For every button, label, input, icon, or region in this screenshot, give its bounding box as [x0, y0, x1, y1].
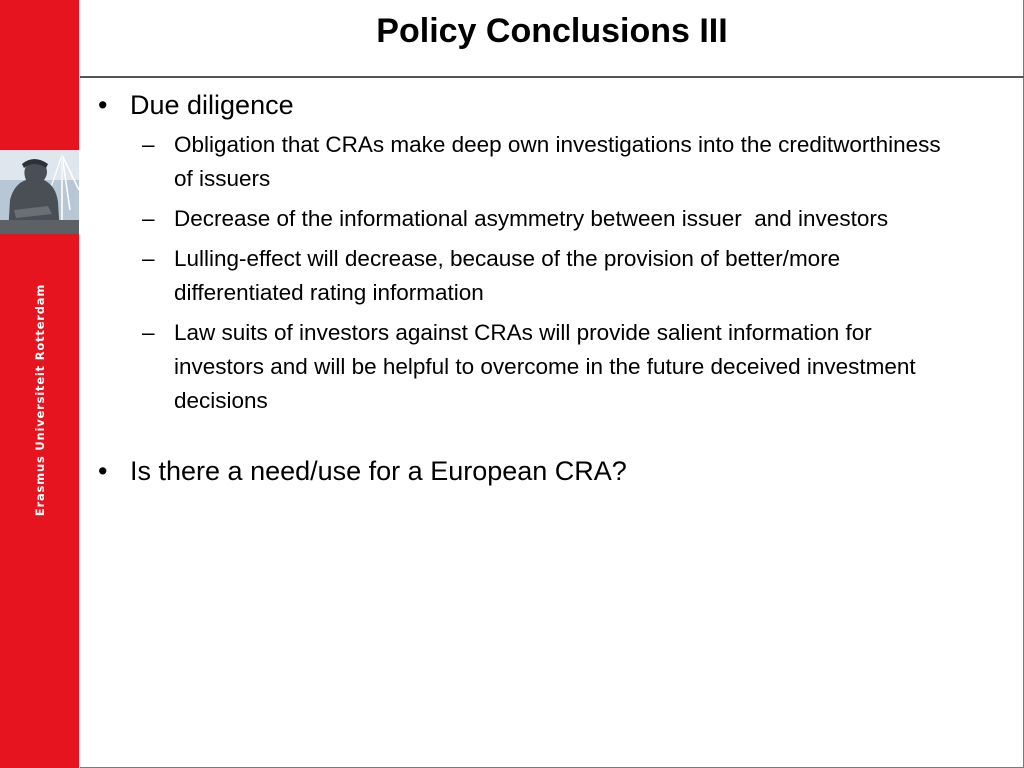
dash-glyph: – [142, 206, 155, 231]
sub-bullet-text: Law suits of investors against CRAs will provide salient information for investors and will be helpful to overcome in the future deceived investment decisions [174, 320, 916, 413]
slide-title: Policy Conclusions III [376, 12, 728, 50]
dash-glyph: – [142, 132, 155, 157]
bullet-item [98, 454, 978, 488]
sub-bullet-text: Decrease of the informational asymmetry between issuer and investors [174, 206, 889, 231]
title-bar [80, 0, 1024, 78]
sub-bullet-text: Obligation that CRAs make deep own investigations into the creditworthiness of issuers [174, 132, 941, 191]
erasmus-statue-photo [0, 150, 79, 234]
university-name-vertical: Erasmus Universiteit Rotterdam [33, 283, 47, 517]
sub-bullet-text: Lulling-effect will decrease, because of the provision of better/more differentiated rating information [174, 246, 841, 305]
sub-bullet-item [98, 202, 964, 236]
sub-bullet-item [98, 128, 964, 196]
sub-bullet-item [98, 316, 964, 418]
bullet-glyph: • [98, 90, 108, 120]
sub-bullet-item [98, 242, 964, 310]
dash-glyph: – [142, 246, 155, 271]
bullet-glyph: • [98, 456, 108, 486]
slide-body [98, 88, 978, 488]
dash-glyph: – [142, 320, 155, 345]
bullet-text: Due diligence [130, 90, 294, 120]
spacer [98, 424, 978, 454]
bullet-item [98, 88, 978, 122]
brand-sidebar [0, 0, 79, 768]
bullet-text: Is there a need/use for a European CRA? [130, 456, 627, 486]
sub-bullet-list [98, 128, 978, 418]
